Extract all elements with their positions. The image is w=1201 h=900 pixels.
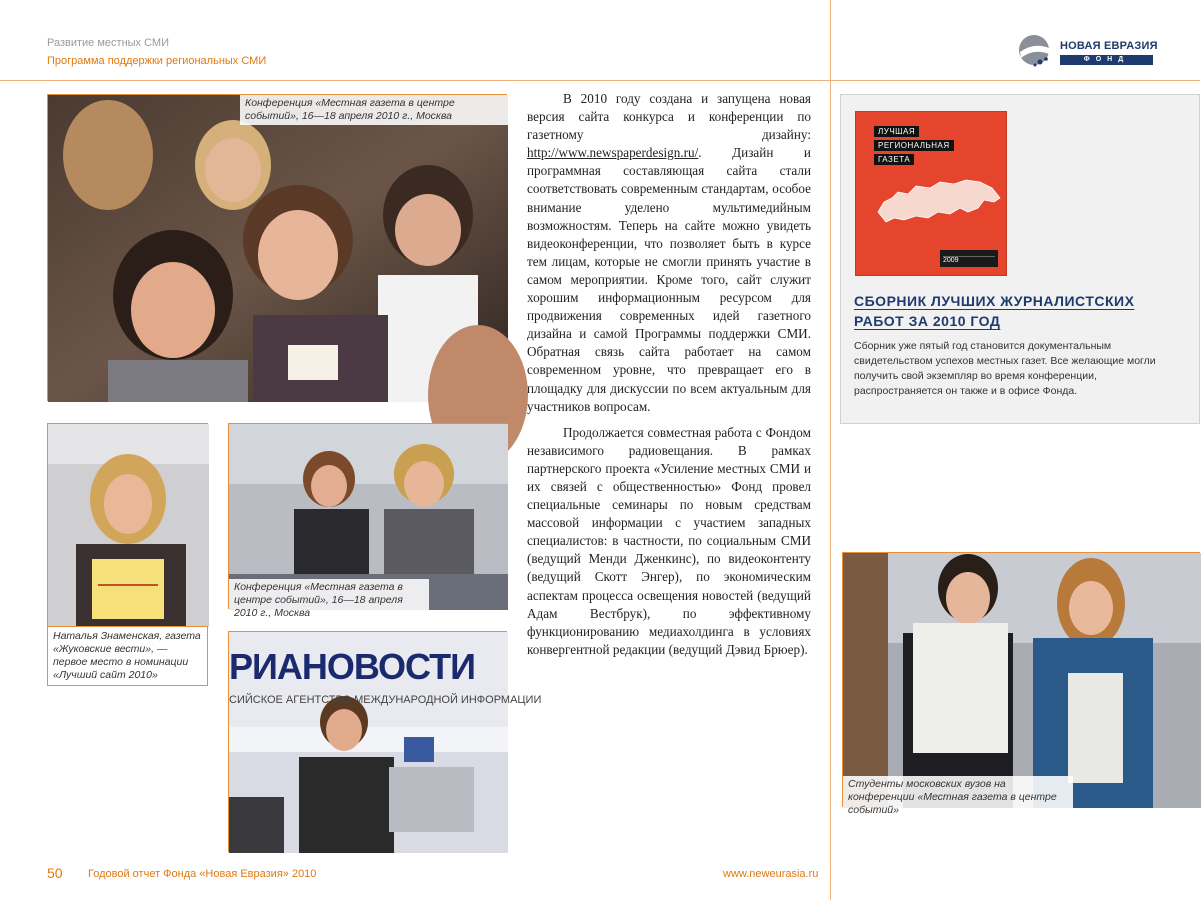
subsection-title: Программа поддержки региональных СМИ	[47, 55, 267, 67]
photo-students	[842, 552, 1200, 816]
sidebar-heading-line-1: СБОРНИК ЛУЧШИХ ЖУРНАЛИСТСКИХ	[854, 293, 1135, 309]
photo-caption: Конференция «Местная газета в центре событий», 16—18 апреля 2010 г., Москва	[229, 579, 429, 622]
sidebar-box	[840, 94, 1200, 424]
photo-caption: Конференция «Местная газета в центре событий», 16—18 апреля 2010 г., Москва	[240, 95, 508, 125]
award-winner-caption: Наталья Знаменская, газета «Жуковские вести», — первое место в номинации «Лучший сайт 2010»	[47, 626, 208, 686]
book-cover-footer	[940, 250, 998, 267]
book-cover	[855, 111, 1007, 276]
photo-award-winner	[47, 423, 208, 626]
photo-conference-audience	[47, 94, 507, 401]
footer-report-title: Годовой отчет Фонда «Новая Евразия» 2010	[88, 868, 317, 880]
book-cover-label-1: ЛУЧШАЯ	[874, 126, 919, 137]
photo-panel-speakers	[228, 423, 507, 619]
newspaperdesign-link[interactable]: http://www.newspaperdesign.ru/	[527, 145, 699, 161]
article-paragraph-2: Продолжается совместная работа с Фондом независимого радиовещания. В рамках партнерского проекта «Усиление местных СМИ и их связей с общественностью» Фонд провел специальные семинары по новым средствам массовой информации с участием западных специалистов: в частности, по социальным СМИ (ведущий Менди Дженкинс), по видеоконтенту (ведущий Скотт Энгер), по экономическим аспектам процесса освещения новостей (ведущий Адам Вестбрук), по эффективному функционированию медиахолдинга в условиях конвергентной редакции (ведущий Дэвид Брюер).	[527, 424, 811, 657]
russia-map-icon	[874, 172, 1004, 232]
logo-subtitle: ФОНД	[1060, 55, 1153, 65]
sidebar-description: Сборник уже пятый год становится документальным свидетельством успехов местных газет. Все желающие могли получить свой экземпляр во время конференции, распространяется он также и в офисе Фонда.	[854, 340, 1156, 397]
foundation-logo[interactable]	[1018, 34, 1158, 70]
article-paragraph-1: В 2010 году создана и запущена новая версия сайта конкурса и конференции по газетному дизайну: http://www.newspaperdesign.ru/. Дизайн и программная составляющая сайта стали соответствовать современным стандартам, особое внимание уделено мультимедийным возможностям. Теперь на сайте можно увидеть видеоконференции, что позволяет быть в курсе тем лицам, которые не смогли принять участие в самом мероприятии. Кроме того, сайт служит хорошим информационным ресурсом для продвижения современных идей газетного дизайна и самой Программы поддержки СМИ. Обратная связь сайта работает на самом современном уровне, что превращает его в площадку для дискуссии по всем актуальным для участников вопросам.	[527, 91, 811, 414]
globe-logo-icon	[1018, 34, 1054, 70]
page-gutter-line	[830, 0, 831, 900]
sidebar-heading-line-2: РАБОТ ЗА 2010 ГОД	[854, 313, 1001, 329]
photo-ria-novosti-speaker	[228, 631, 542, 852]
book-cover-label-3: ГАЗЕТА	[874, 154, 914, 165]
winner-photo-image	[48, 424, 209, 627]
page-number: 50	[47, 865, 63, 881]
article-body	[527, 90, 811, 667]
book-cover-label-2: РЕГИОНАЛЬНАЯ	[874, 140, 954, 151]
footer-website-link[interactable]: www.neweurasia.ru	[723, 868, 819, 880]
book-cover-year: 2009	[943, 257, 959, 264]
ria-novosti-banner: РИАНОВОСТИ	[229, 646, 475, 687]
ria-novosti-banner-sub: СИЙСКОЕ АГЕНТСТВО МЕЖДУНАРОДНОЙ ИНФОРМАЦИИ	[229, 694, 542, 706]
logo-name: НОВАЯ ЕВРАЗИЯ	[1060, 40, 1158, 52]
header-divider	[0, 80, 1200, 81]
sidebar-heading	[854, 291, 1134, 331]
audience-photo-image	[48, 95, 508, 402]
section-title: Развитие местных СМИ	[47, 37, 169, 49]
students-photo-image	[843, 553, 1201, 808]
photo-caption: Студенты московских вузов на конференции «Местная газета в центре событий»	[843, 776, 1073, 819]
